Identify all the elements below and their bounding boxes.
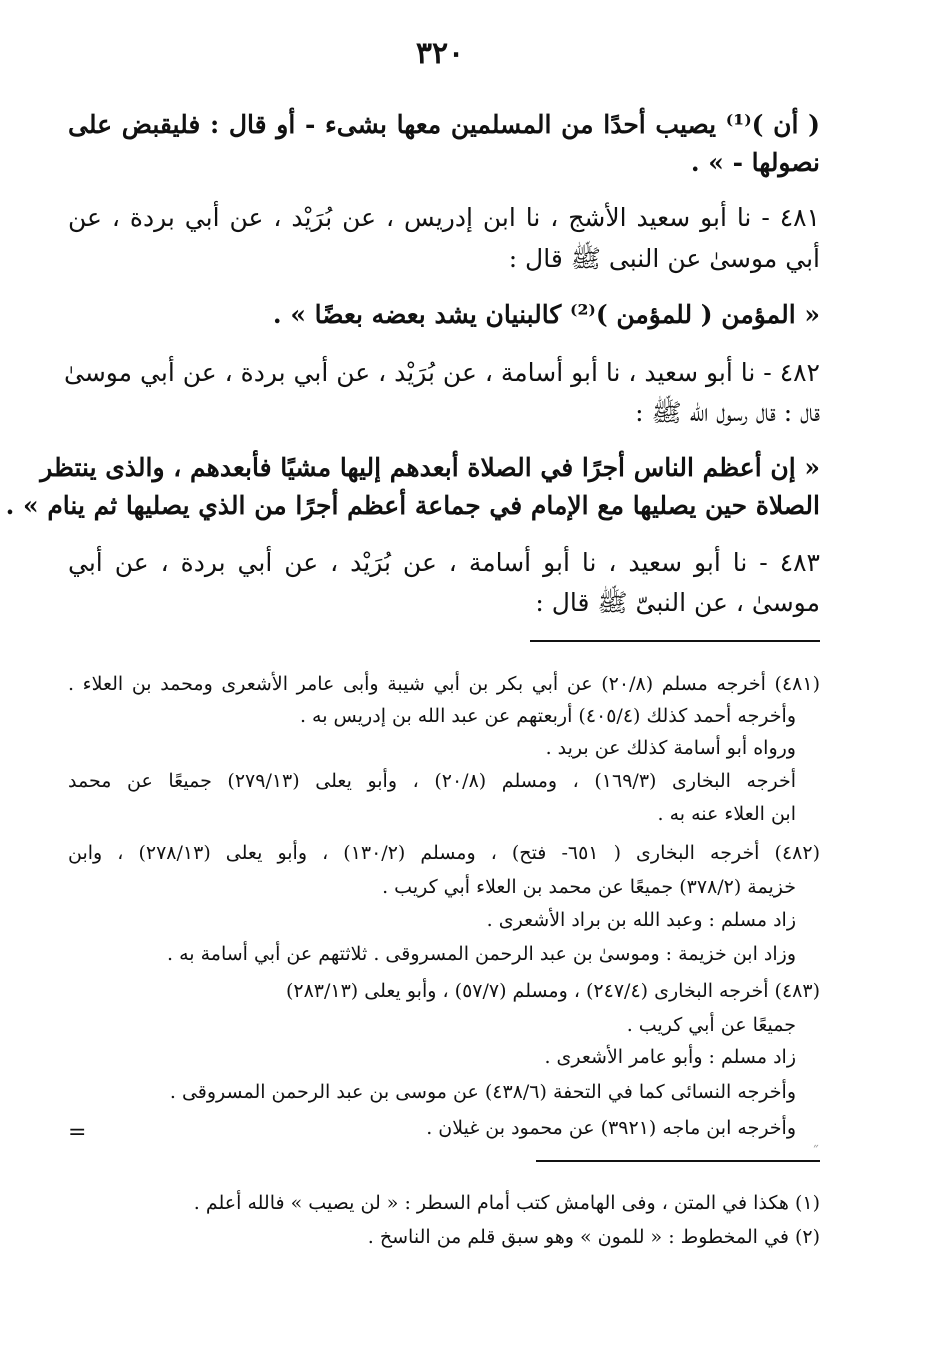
hadith-481-isnad-1: ٤٨١ - نا أبو سعيد الأشج ، نا ابن إدريس ، عن بُرَيْد ، عن أبي بردة ، عن <box>68 203 820 232</box>
notes-separator <box>530 640 820 642</box>
note-482-4: وزاد ابن خزيمة : وموسىٰ بن عبد الرحمن المسروقى . ثلاثتهم عن أبي أسامة به . <box>166 943 796 965</box>
hadith-481-matn: « المؤمن ( للمؤمن )⁽²⁾ كالبنيان يشد بعضه بعضًا » . <box>272 300 820 329</box>
note-481-4: أخرجه البخارى (١٦٩/٣) ، ومسلم (٢٠/٨) ، وأبو يعلى (٢٧٩/١٣) جميعًا عن محمد <box>68 770 796 792</box>
hadith-483-isnad-1: ٤٨٣ - نا أبو سعيد ، نا أبو أسامة ، عن بُرَيْد ، عن أبي بردة ، عن أبي <box>68 548 820 577</box>
note-482-1: (٤٨٢) أخرجه البخارى ( ٦٥١- فتح) ، ومسلم (١٣٠/٢) ، وأبو يعلى (٢٧٨/١٣) ، وابن <box>68 842 820 864</box>
note-481-1: (٤٨١) أخرجه مسلم (٢٠/٨) عن أبي بكر بن أبي شيبة وأبى عامر الأشعرى ومحمد بن العلاء . <box>68 673 820 695</box>
note-482-3: زاد مسلم : وعبد الله بن براد الأشعرى . <box>486 909 796 931</box>
hadith-482-isnad-1: ٤٨٢ - نا أبو سعيد ، نا أبو أسامة ، عن بُرَيْد ، عن أبي بردة ، عن أبي موسىٰ <box>63 358 820 387</box>
footnotes-separator <box>536 1160 820 1162</box>
hadith-482-isnad-2: قال : قال رسول الله ﷺ : <box>635 398 820 427</box>
scan-speck: ˝ <box>812 1144 819 1160</box>
note-481-2: وأخرجه أحمد كذلك (٤٠٥/٤) أربعتهم عن عبد الله بن إدريس به . <box>299 705 796 727</box>
page-number: ٣٢٠ <box>415 36 465 71</box>
footnote-1: (١) هكذا في المتن ، وفى الهامش كتب أمام السطر : « لن يصيب » فالله أعلم . <box>193 1192 820 1214</box>
note-483-2: جميعًا عن أبي كريب . <box>626 1014 796 1036</box>
note-483-1: (٤٨٣) أخرجه البخارى (٢٤٧/٤) ، ومسلم (٥٧/٧) ، وأبو يعلى (٢٨٣/١٣) <box>285 980 820 1002</box>
hadith-480-line-2: نصولها - » . <box>690 148 820 177</box>
note-481-3: ورواه أبو أسامة كذلك عن بريد . <box>545 737 796 759</box>
note-483-4: وأخرجه النسائى كما في التحفة (٤٣٨/٦) عن موسى بن عبد الرحمن المسروقى . <box>169 1081 796 1103</box>
footnote-2: (٢) في المخطوط : « للمون » وهو سبق قلم من الناسخ . <box>367 1226 820 1248</box>
note-481-5: ابن العلاء عنه به . <box>657 803 796 825</box>
note-482-2: خزيمة (٣٧٨/٢) جميعًا عن محمد بن العلاء أبي كريب . <box>382 876 796 898</box>
hadith-482-matn-2: الصلاة حين يصليها مع الإمام في جماعة أعظم أجرًا من الذي يصليها ثم ينام » . <box>5 491 820 520</box>
note-483-3: زاد مسلم : وأبو عامر الأشعرى . <box>544 1046 796 1068</box>
hadith-483-isnad-2: موسىٰ ، عن النبىّ ﷺ قال : <box>535 588 820 617</box>
hadith-481-isnad-2: أبي موسىٰ عن النبى ﷺ قال : <box>508 244 820 273</box>
hadith-482-matn-1: « إن أعظم الناس أجرًا في الصلاة أبعدهم إليها مشيًا فأبعدهم ، والذى ينتظر <box>40 453 820 482</box>
hadith-480-line-1: ( أن )⁽¹⁾ يصيب أحدًا من المسلمين معها بشىء - أو قال : فليقبض على <box>68 110 820 139</box>
note-483-5: وأخرجه ابن ماجه (٣٩٢١) عن محمود بن غيلان . <box>426 1117 796 1139</box>
continuation-mark: = <box>68 1120 87 1145</box>
